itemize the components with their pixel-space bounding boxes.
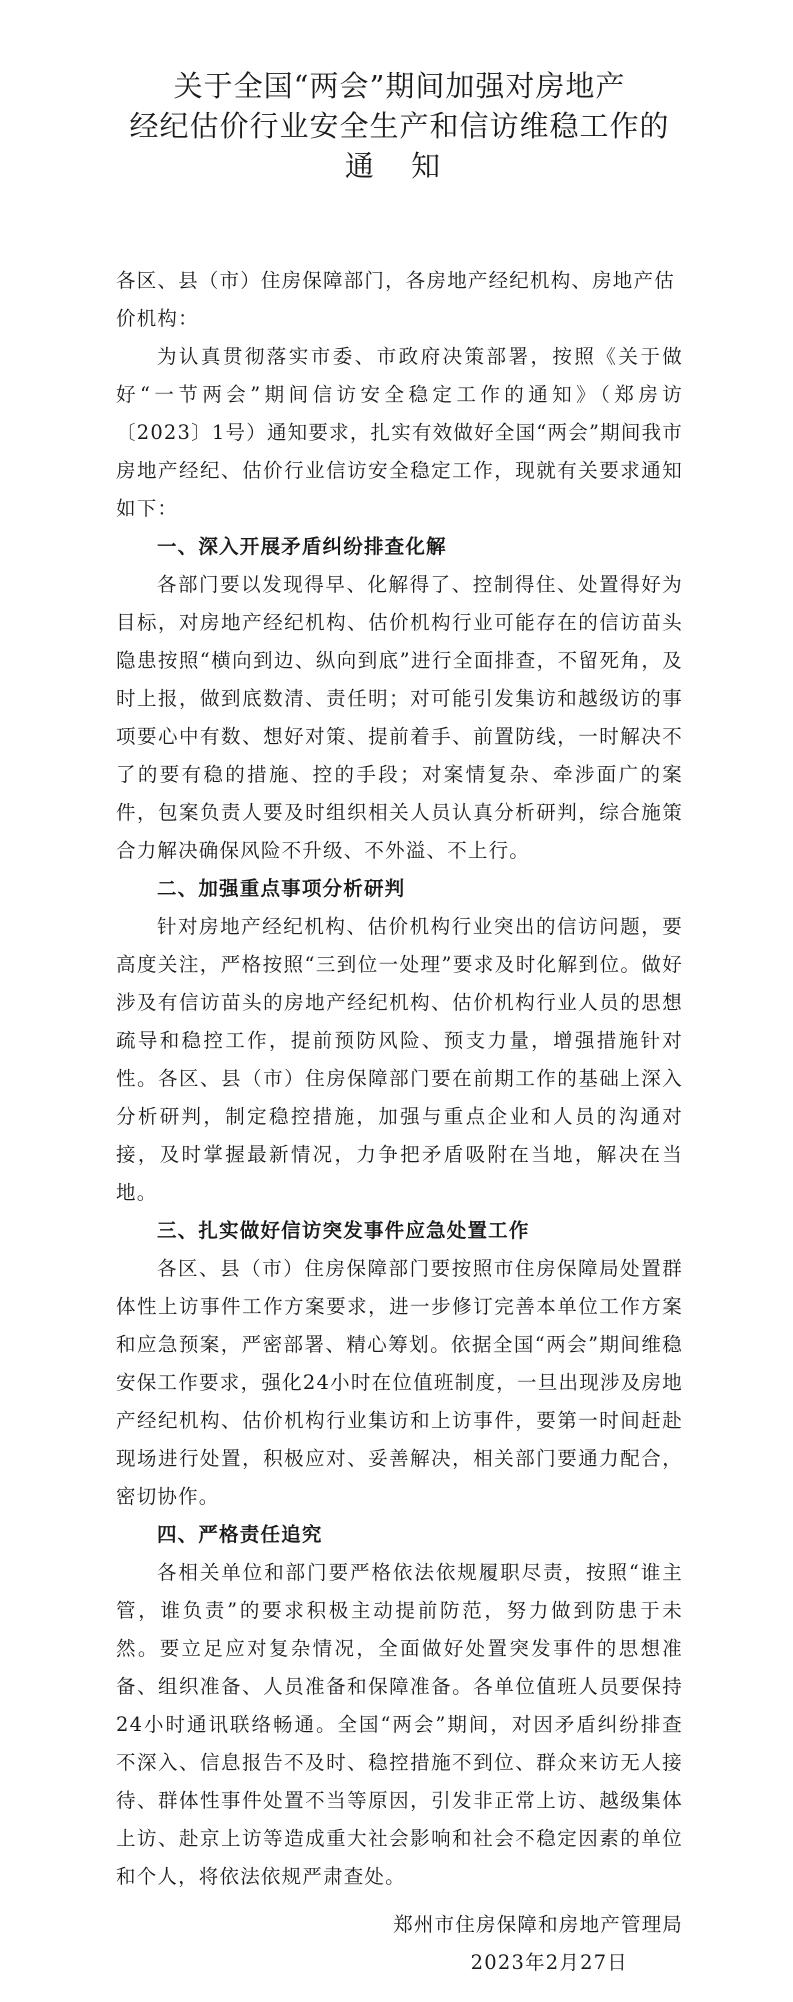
title-line-2: 经纪估价行业安全生产和信访维稳工作的 (129, 109, 670, 143)
section-4-heading: 四、严格责任追究 (156, 1523, 323, 1546)
section-4-text: 各相关单位和部门要严格依法依规履职尽责，按照“谁主管，谁负责”的要求积极主动提前防范，努力做到防患于未然。要立足应对复杂情况，全面做好处置突发事件的思想准备、组织准备、人员准备和保障准备。各单位值班人员要保持24小时通讯联络畅通。全国“两会”期间，对因矛盾纠纷排查不深入、信息报告不及时、稳控措施不到位、群众来访无人接待、群体性事件处置不当等原因，引发非正常上访、越级集体上访、赴京上访等造成重大社会影响和社会不稳定因素的单位和个人，将依法依规严肃查处。 (116, 1561, 683, 1888)
intro-paragraph: 为认真贯彻落实市委、市政府决策部署，按照《关于做好“一节两会”期间信访安全稳定工作的通知》（郑房访〔2023〕1号）通知要求，扎实有效做好全国“两会”期间我市房地产经纪、估价行业信访安全稳定工作，现就有关要求通知如下： (116, 345, 683, 520)
issue-date: 2023年2月27日 (470, 1951, 628, 1974)
section-3-heading: 三、扎实做好信访突发事件应急处置工作 (156, 1219, 530, 1242)
salutation: 各区、县（市）住房保障部门，各房地产经纪机构、房地产估价机构： (116, 269, 675, 330)
signature-block (116, 1906, 683, 1982)
section-3-text: 各区、县（市）住房保障部门要按照市住房保障局处置群体性上访事件工作方案要求，进一步修订完善本单位工作方案和应急预案，严密部署、精心筹划。依据全国“两会”期间维稳安保工作要求，强化24小时在位值班制度，一旦出现涉及房地产经纪机构、估价机构行业集访和上访事件，要第一时间赶赴现场进行处置，积极应对、妥善解决，相关部门要通力配合，密切协作。 (116, 1257, 683, 1508)
section-2-heading: 二、加强重点事项分析研判 (156, 877, 406, 900)
issuing-organization: 郑州市住房保障和房地产管理局 (393, 1913, 683, 1936)
title-line-3: 通 知 (344, 149, 455, 183)
section-2-text: 针对房地产经纪机构、估价机构行业突出的信访问题，要高度关注，严格按照“三到位一处理”要求及时化解到位。做好涉及有信访苗头的房地产经纪机构、估价机构行业人员的思想疏导和稳控工作，提前预防风险、预支力量，增强措施针对性。各区、县（市）住房保障部门要在前期工作的基础上深入分析研判，制定稳控措施，加强与重点企业和人员的沟通对接，及时掌握最新情况，力争把矛盾吸附在当地，解决在当地。 (116, 915, 683, 1204)
section-1-heading: 一、深入开展矛盾纠纷排查化解 (156, 535, 447, 558)
section-1-text: 各部门要以发现得早、化解得了、控制得住、处置得好为目标，对房地产经纪机构、估价机构行业可能存在的信访苗头隐患按照“横向到边、纵向到底”进行全面排查，不留死角，及时上报，做到底数清、责任明；对可能引发集访和越级访的事项要心中有数、想好对策、提前着手、前置防线，一时解决不了的要有稳的措施、控的手段；对案情复杂、牵涉面广的案件，包案负责人要及时组织相关人员认真分析研判，综合施策合力解决确保风险不升级、不外溢、不上行。 (116, 573, 683, 862)
document-title (116, 66, 683, 186)
title-line-1: 关于全国“两会”期间加强对房地产 (173, 69, 626, 103)
document-body (116, 262, 683, 1982)
